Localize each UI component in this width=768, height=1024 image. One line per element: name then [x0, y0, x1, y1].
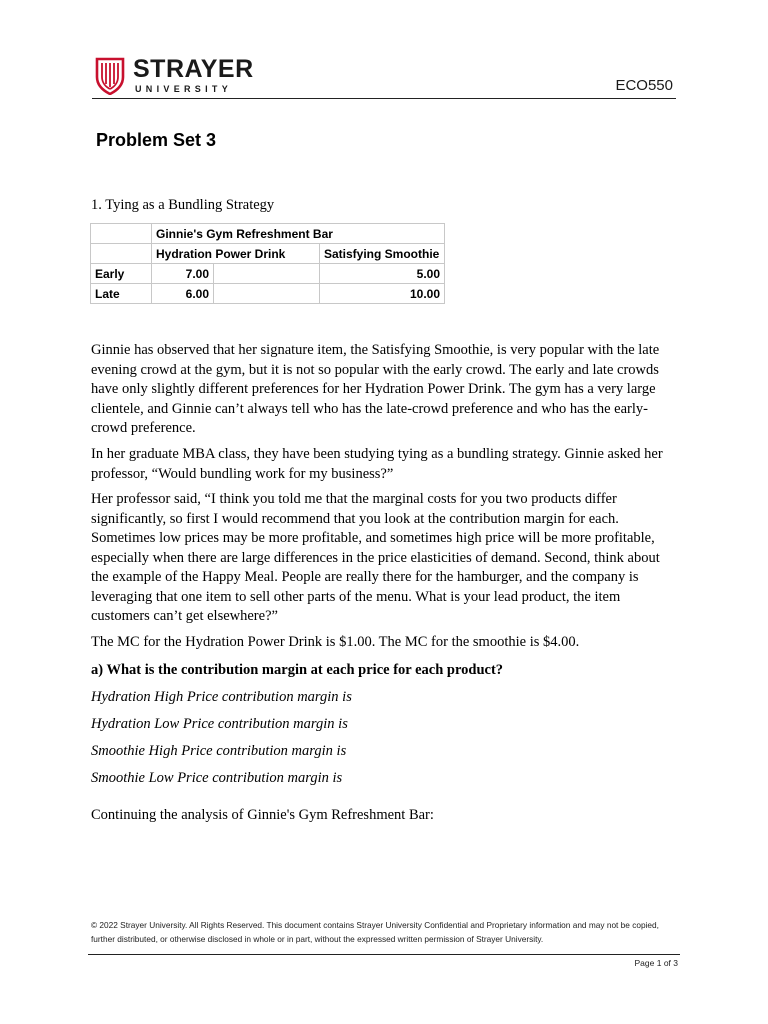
answer-line-hydration-low: Hydration Low Price contribution margin is: [91, 716, 348, 732]
paragraph-professor: Her professor said, “I think you told me that the marginal costs for you two products differ significantly, so first I would recommend that you look at the contribution margin for each. Sometimes low prices may be more profitable, and sometimes high price will be more profitable, especially when there are large differences in the price elasticities of demand. Second, think about the example of the Happy Meal. People are really there for the hamburger, and the company is leveraging that one item to sell other parts of the menu. What is your lead product, the item customers can’t get elsewhere?”: [91, 491, 660, 624]
table-row: [91, 284, 445, 304]
question-heading: 1. Tying as a Bundling Strategy: [91, 197, 275, 213]
table-cell-empty: [91, 244, 152, 264]
answer-line-smoothie-low: Smoothie Low Price contribution margin is: [91, 770, 343, 786]
footer-copyright: © 2022 Strayer University. All Rights Reserved. This document contains Strayer University Confidential and Proprietary information and may not be copied, further distributed, or otherwise disclosed in whole or in part, without the expressed written permission of Strayer University.: [91, 920, 659, 944]
page-title: Problem Set 3: [96, 130, 217, 150]
table-caption: Ginnie's Gym Refreshment Bar: [152, 224, 445, 244]
table-header-row: [91, 244, 445, 264]
cell-early-smoothie: 5.00: [320, 264, 445, 284]
table-row: [91, 264, 445, 284]
paragraph-continuing: Continuing the analysis of Ginnie's Gym Refreshment Bar:: [91, 807, 434, 823]
table-cell-empty: [214, 264, 320, 284]
logo-subtitle: UNIVERSITY: [135, 84, 233, 94]
paragraph-mba-class: In her graduate MBA class, they have been studying tying as a bundling strategy. Ginnie asked her professor, “Would bundling work for my business?”: [91, 446, 663, 482]
shield-icon: [95, 57, 125, 95]
paragraph-observation: Ginnie has observed that her signature item, the Satisfying Smoothie, is very popular with the late evening crowd at the gym, but it is not so popular with the early crowd. The early and late crowds have only slightly different preferences for her Hydration Power Drink. The gym has a very large clientele, and Ginnie can’t always tell who has the late-crowd preference and who has the early-crowd preference.: [91, 342, 660, 436]
course-code: ECO550: [615, 77, 673, 94]
answer-line-smoothie-high: Smoothie High Price contribution margin is: [91, 743, 347, 759]
column-header-smoothie: Satisfying Smoothie: [320, 244, 445, 264]
page-number: Page 1 of 3: [634, 958, 678, 968]
header-divider: [92, 98, 676, 99]
logo-wordmark: STRAYER: [133, 55, 254, 83]
row-label-late: Late: [91, 284, 152, 304]
paragraph-marginal-cost: The MC for the Hydration Power Drink is $1.00. The MC for the smoothie is $4.00.: [91, 634, 580, 650]
table-caption-row: [91, 224, 445, 244]
row-label-early: Early: [91, 264, 152, 284]
cell-late-hydration: 6.00: [152, 284, 214, 304]
question-a: a) What is the contribution margin at each price for each product?: [91, 662, 504, 678]
footer-divider: [88, 954, 680, 955]
university-logo: [95, 55, 265, 99]
cell-early-hydration: 7.00: [152, 264, 214, 284]
table-cell-empty: [214, 284, 320, 304]
cell-late-smoothie: 10.00: [320, 284, 445, 304]
answer-line-hydration-high: Hydration High Price contribution margin is: [91, 689, 352, 705]
column-header-hydration: Hydration Power Drink: [152, 244, 320, 264]
table-cell-empty: [91, 224, 152, 244]
refreshment-price-table: [90, 223, 445, 304]
